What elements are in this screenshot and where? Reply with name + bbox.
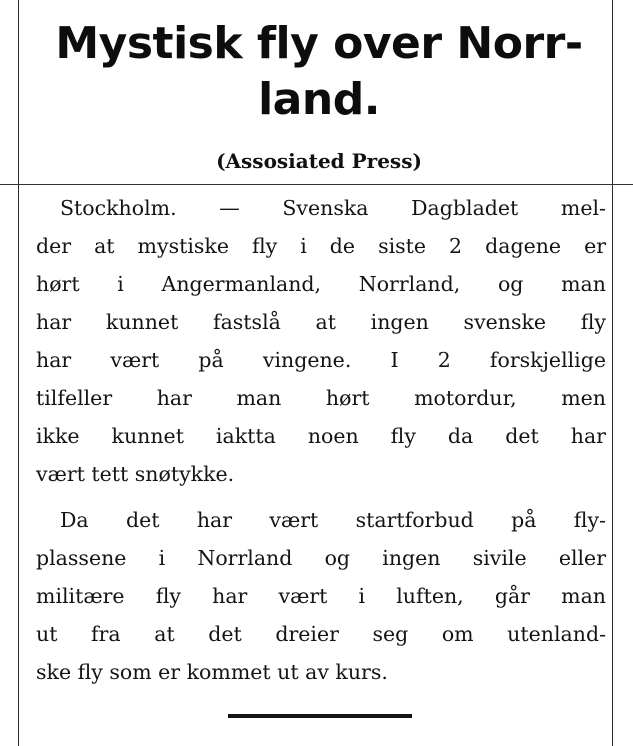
body-line: militære fly har vært i luften, går man: [36, 584, 606, 608]
body-line: ut fra at det dreier seg om utenland-: [36, 622, 606, 646]
paragraph-1: [36, 189, 606, 493]
body-line: hørt i Angermanland, Norrland, og man: [36, 272, 606, 296]
body-line: Da det har vært startforbud på fly-: [60, 508, 606, 532]
section-rule: [0, 184, 633, 185]
end-rule: [228, 714, 412, 718]
headline-line-2: land.: [258, 74, 380, 125]
byline: (Assosiated Press): [216, 149, 422, 173]
body-line: vært tett snøtykke.: [36, 462, 235, 486]
headline-line-1: Mystisk fly over Norr-: [55, 18, 583, 69]
body-line: ikke kunnet iaktta noen fly da det har: [36, 424, 606, 448]
body-line: har vært på vingene. I 2 forskjellige: [36, 348, 606, 372]
body-line: ske fly som er kommet ut av kurs.: [36, 660, 388, 684]
body-line: har kunnet fastslå at ingen svenske fly: [36, 310, 606, 334]
article-body: [36, 189, 606, 691]
paragraph-2: [36, 501, 606, 691]
body-line: tilfeller har man hørt motordur, men: [36, 386, 606, 410]
body-line: Stockholm. — Svenska Dagbladet mel-: [60, 196, 606, 220]
body-line: plassene i Norrland og ingen sivile eller: [36, 546, 606, 570]
column-rule-right: [612, 0, 613, 746]
headline: [30, 16, 608, 128]
body-line: der at mystiske fly i de siste 2 dagene er: [36, 234, 606, 258]
column-rule-left: [18, 0, 19, 746]
